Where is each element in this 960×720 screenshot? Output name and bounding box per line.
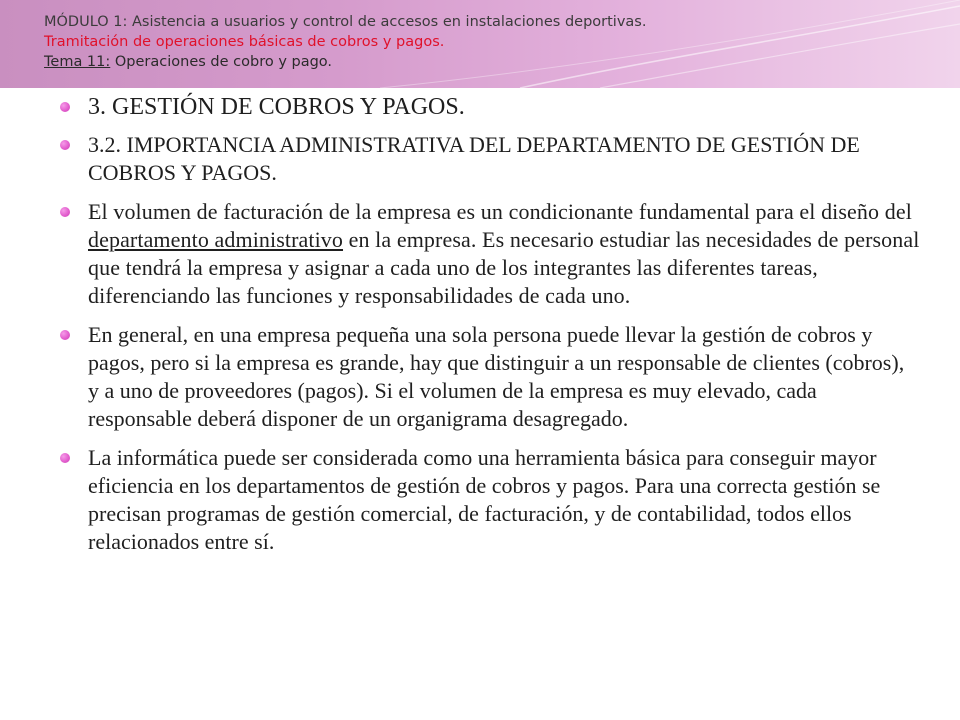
paragraph-text-end: en la empresa. Es necesario estudiar las necesidades de personal que tendrá la empresa y asignar a cada uno de los integrantes las diferentes tareas, diferenciando las funciones y responsabilidades de cada uno. xyxy=(88,227,920,308)
paragraph-text: En general, en una empresa pequeña una sola persona puede llevar la gestión de cobros y pagos, pero si la empresa es grande, hay que distinguir a un responsable de clientes (cobros), y a uno de proveedores (pagos). Si el volumen de la empresa es muy elevado, cada responsable deberá disponer de un organigrama desagregado. xyxy=(88,322,905,431)
bullet-icon xyxy=(60,330,70,340)
paragraph-text xyxy=(88,199,919,308)
topic-title: Operaciones de cobro y pago. xyxy=(110,54,333,70)
list-item xyxy=(60,131,920,187)
unit-line: Tramitación de operaciones básicas de cobros y pagos. xyxy=(44,34,445,50)
list-item xyxy=(60,198,920,310)
paragraph-text: La informática puede ser considerada como una herramienta básica para conseguir mayor eficiencia en los departamentos de gestión de cobros y pagos. Para una correcta gestión se precisan programas de gestión comercial, de facturación, y de contabilidad, todos ellos relacionados entre sí. xyxy=(88,445,881,554)
departamento-administrativo-link[interactable]: departamento administrativo xyxy=(88,227,344,252)
module-line: MÓDULO 1: Asistencia a usuarios y control de accesos en instalaciones deportivas. xyxy=(44,14,647,30)
bullet-icon xyxy=(60,453,70,463)
list-item xyxy=(60,321,920,433)
bullet-icon xyxy=(60,207,70,217)
topic-line xyxy=(44,52,924,72)
bullet-icon xyxy=(60,102,70,112)
bullet-list xyxy=(60,90,920,556)
paragraph-text-start: El volumen de facturación de la empresa es un condicionante fundamental para el diseño del xyxy=(88,199,912,224)
section-heading: 3. GESTIÓN DE COBROS Y PAGOS. xyxy=(88,94,465,120)
list-item xyxy=(60,92,920,122)
bullet-icon xyxy=(60,140,70,150)
header-band xyxy=(0,0,960,88)
topic-prefix: Tema 11: xyxy=(44,54,111,70)
header-text xyxy=(44,12,924,72)
list-item xyxy=(60,444,920,556)
subsection-heading: 3.2. IMPORTANCIA ADMINISTRATIVA DEL DEPARTAMENTO DE GESTIÓN DE COBROS Y PAGOS. xyxy=(88,132,860,185)
